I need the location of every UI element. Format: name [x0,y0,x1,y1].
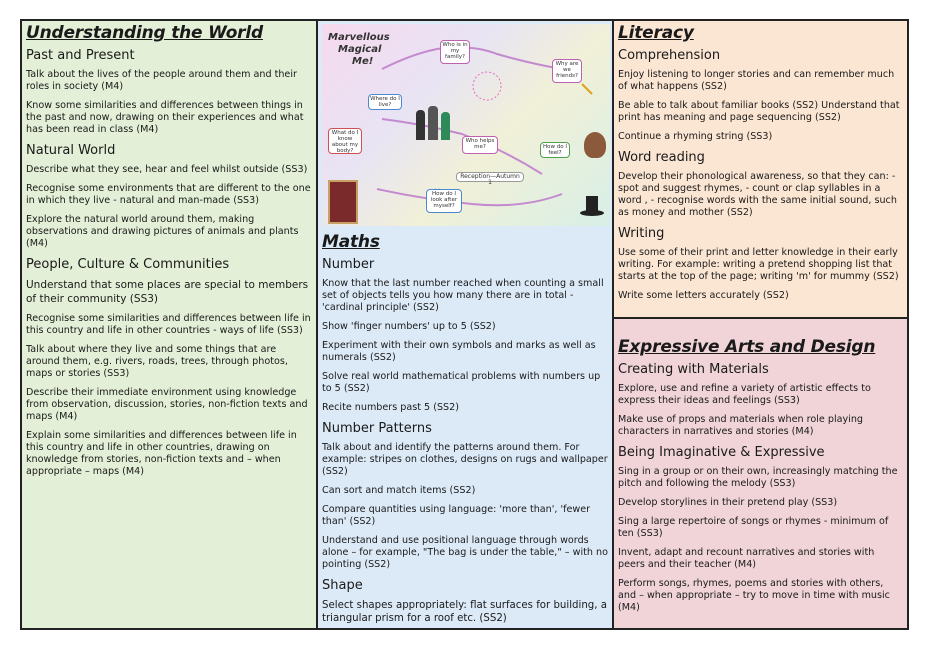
list-item: Compare quantities using language: 'more than', 'fewer than' (SS2) [322,504,591,527]
curriculum-grid [20,19,909,630]
list-item: Know that the last number reached when counting a small set of objects tells you how many there are in total - 'cardinal principle' (SS2) [322,278,604,313]
list-item: Recognise some environments that are different to the one in which they live - natural and man-made (SS3) [26,183,311,206]
topic-node: Who helps me? [462,136,498,154]
section-heading: Being Imaginative & Expressive [618,445,825,460]
section-heading: Comprehension [618,48,721,63]
topic-node: How do I feel? [540,142,570,158]
list-item: Explain some similarities and differences between life in this country and life in other countries, drawing on knowledge from stories, non-fiction texts and – when appropriate – maps (M4) [26,430,297,477]
panel-title: Understanding the World [26,23,263,43]
list-item: Recite numbers past 5 (SS2) [322,402,459,413]
list-item: Can sort and match items (SS2) [322,485,476,496]
list-item: Write some letters accurately (SS2) [618,290,789,301]
topic-node: Where do I live? [368,94,402,110]
panel-title: Maths [322,232,380,252]
section-heading: Past and Present [26,48,135,63]
people-image [414,104,454,144]
panel-title: Literacy [618,23,694,43]
owl-image [584,132,606,158]
understanding-world-panel [22,21,318,628]
list-item: Solve real world mathematical problems with numbers up to 5 (SS2) [322,371,601,394]
maths-content [318,228,614,628]
list-item: Sing a large repertoire of songs or rhymes - minimum of ten (SS3) [618,516,889,539]
expressive-arts-panel [614,319,907,628]
list-item: Talk about the lives of the people around them and their roles in society (M4) [26,69,297,92]
list-item: Experiment with their own symbols and marks as well as numerals (SS2) [322,340,596,363]
section-heading: People, Culture & Communities [26,257,230,272]
list-item: Describe what they see, hear and feel whilst outside (SS3) [26,164,308,175]
topic-node: Why are we friends? [552,59,582,83]
section-heading: Shape [322,578,363,593]
list-item: Understand that some places are special to members of their community (SS3) [26,279,309,305]
list-item: Use some of their print and letter knowledge in their early writing. For example: writing a pretend shopping list that starts at the top of the page; writing 'm' for mummy (SS2) [618,247,899,282]
section-heading: Number [322,257,375,272]
portrait-image [328,180,358,224]
list-item: Select shapes appropriately: flat surfaces for building, a triangular prism for a roof etc. (SS2) [322,600,607,624]
list-item: Describe their immediate environment using knowledge from observation, discussion, stories, non-fiction texts and maps (M4) [26,387,308,422]
literacy-panel [614,21,907,319]
list-item: Talk about and identify the patterns around them. For example: stripes on clothes, designs on rugs and wallpaper (SS2) [322,442,608,477]
list-item: Make use of props and materials when role playing characters in narratives and stories (M4) [618,414,863,437]
list-item: Be able to talk about familiar books (SS2) Understand that print has meaning and page sequencing (SS2) [618,100,900,123]
topic-node: What do I know about my body? [328,128,362,154]
panel-title: Expressive Arts and Design [618,337,876,357]
section-heading: Natural World [26,143,116,158]
section-heading: Writing [618,226,665,241]
list-item: Explore the natural world around them, making observations and drawing pictures of animals and plants (M4) [26,214,299,249]
list-item: Invent, adapt and recount narratives and stories with peers and their teacher (M4) [618,547,875,570]
list-item: Understand and use positional language through words alone – for example, "The bag is under the table," – with no pointing (SS2) [322,535,609,570]
picture-title: Marvellous Magical Me! [328,32,390,67]
list-item: Recognise some similarities and differences between life in this country and life in other countries - ways of life (SS3) [26,313,311,336]
list-item: Continue a rhyming string (SS3) [618,131,773,142]
list-item: Show 'finger numbers' up to 5 (SS2) [322,321,496,332]
list-item: Enjoy listening to longer stories and can remember much of what happens (SS2) [618,69,895,92]
banner: Reception—Autumn 1 [456,172,524,182]
maths-panel [318,21,614,628]
list-item: Develop their phonological awareness, so that they can: - spot and suggest rhymes, - count or clap syllables in a word , - recognise words with the same initial sound, such as money and mother (SS2) [618,171,897,218]
list-item: Explore, use and refine a variety of artistic effects to express their ideas and feelings (SS3) [618,383,871,406]
section-heading: Number Patterns [322,421,432,436]
list-item: Know some similarities and differences between things in the past and now, drawing on their experiences and what has been read in class (M4) [26,100,304,135]
list-item: Develop storylines in their pretend play (SS3) [618,497,838,508]
topic-node: How do I look after myself? [426,189,462,213]
topic-map-image [322,24,610,226]
topic-node: Who is in my family? [440,40,470,64]
section-heading: Creating with Materials [618,362,769,377]
hat-image [580,196,604,218]
list-item: Talk about where they live and some things that are around them, e.g. rivers, roads, trees, through photos, maps or stories (SS3) [26,344,288,379]
section-heading: Word reading [618,150,705,165]
list-item: Perform songs, rhymes, poems and stories with others, and – when appropriate – try to move in time with music (M4) [618,578,890,613]
list-item: Sing in a group or on their own, increasingly matching the pitch and following the melody (SS3) [618,466,898,489]
